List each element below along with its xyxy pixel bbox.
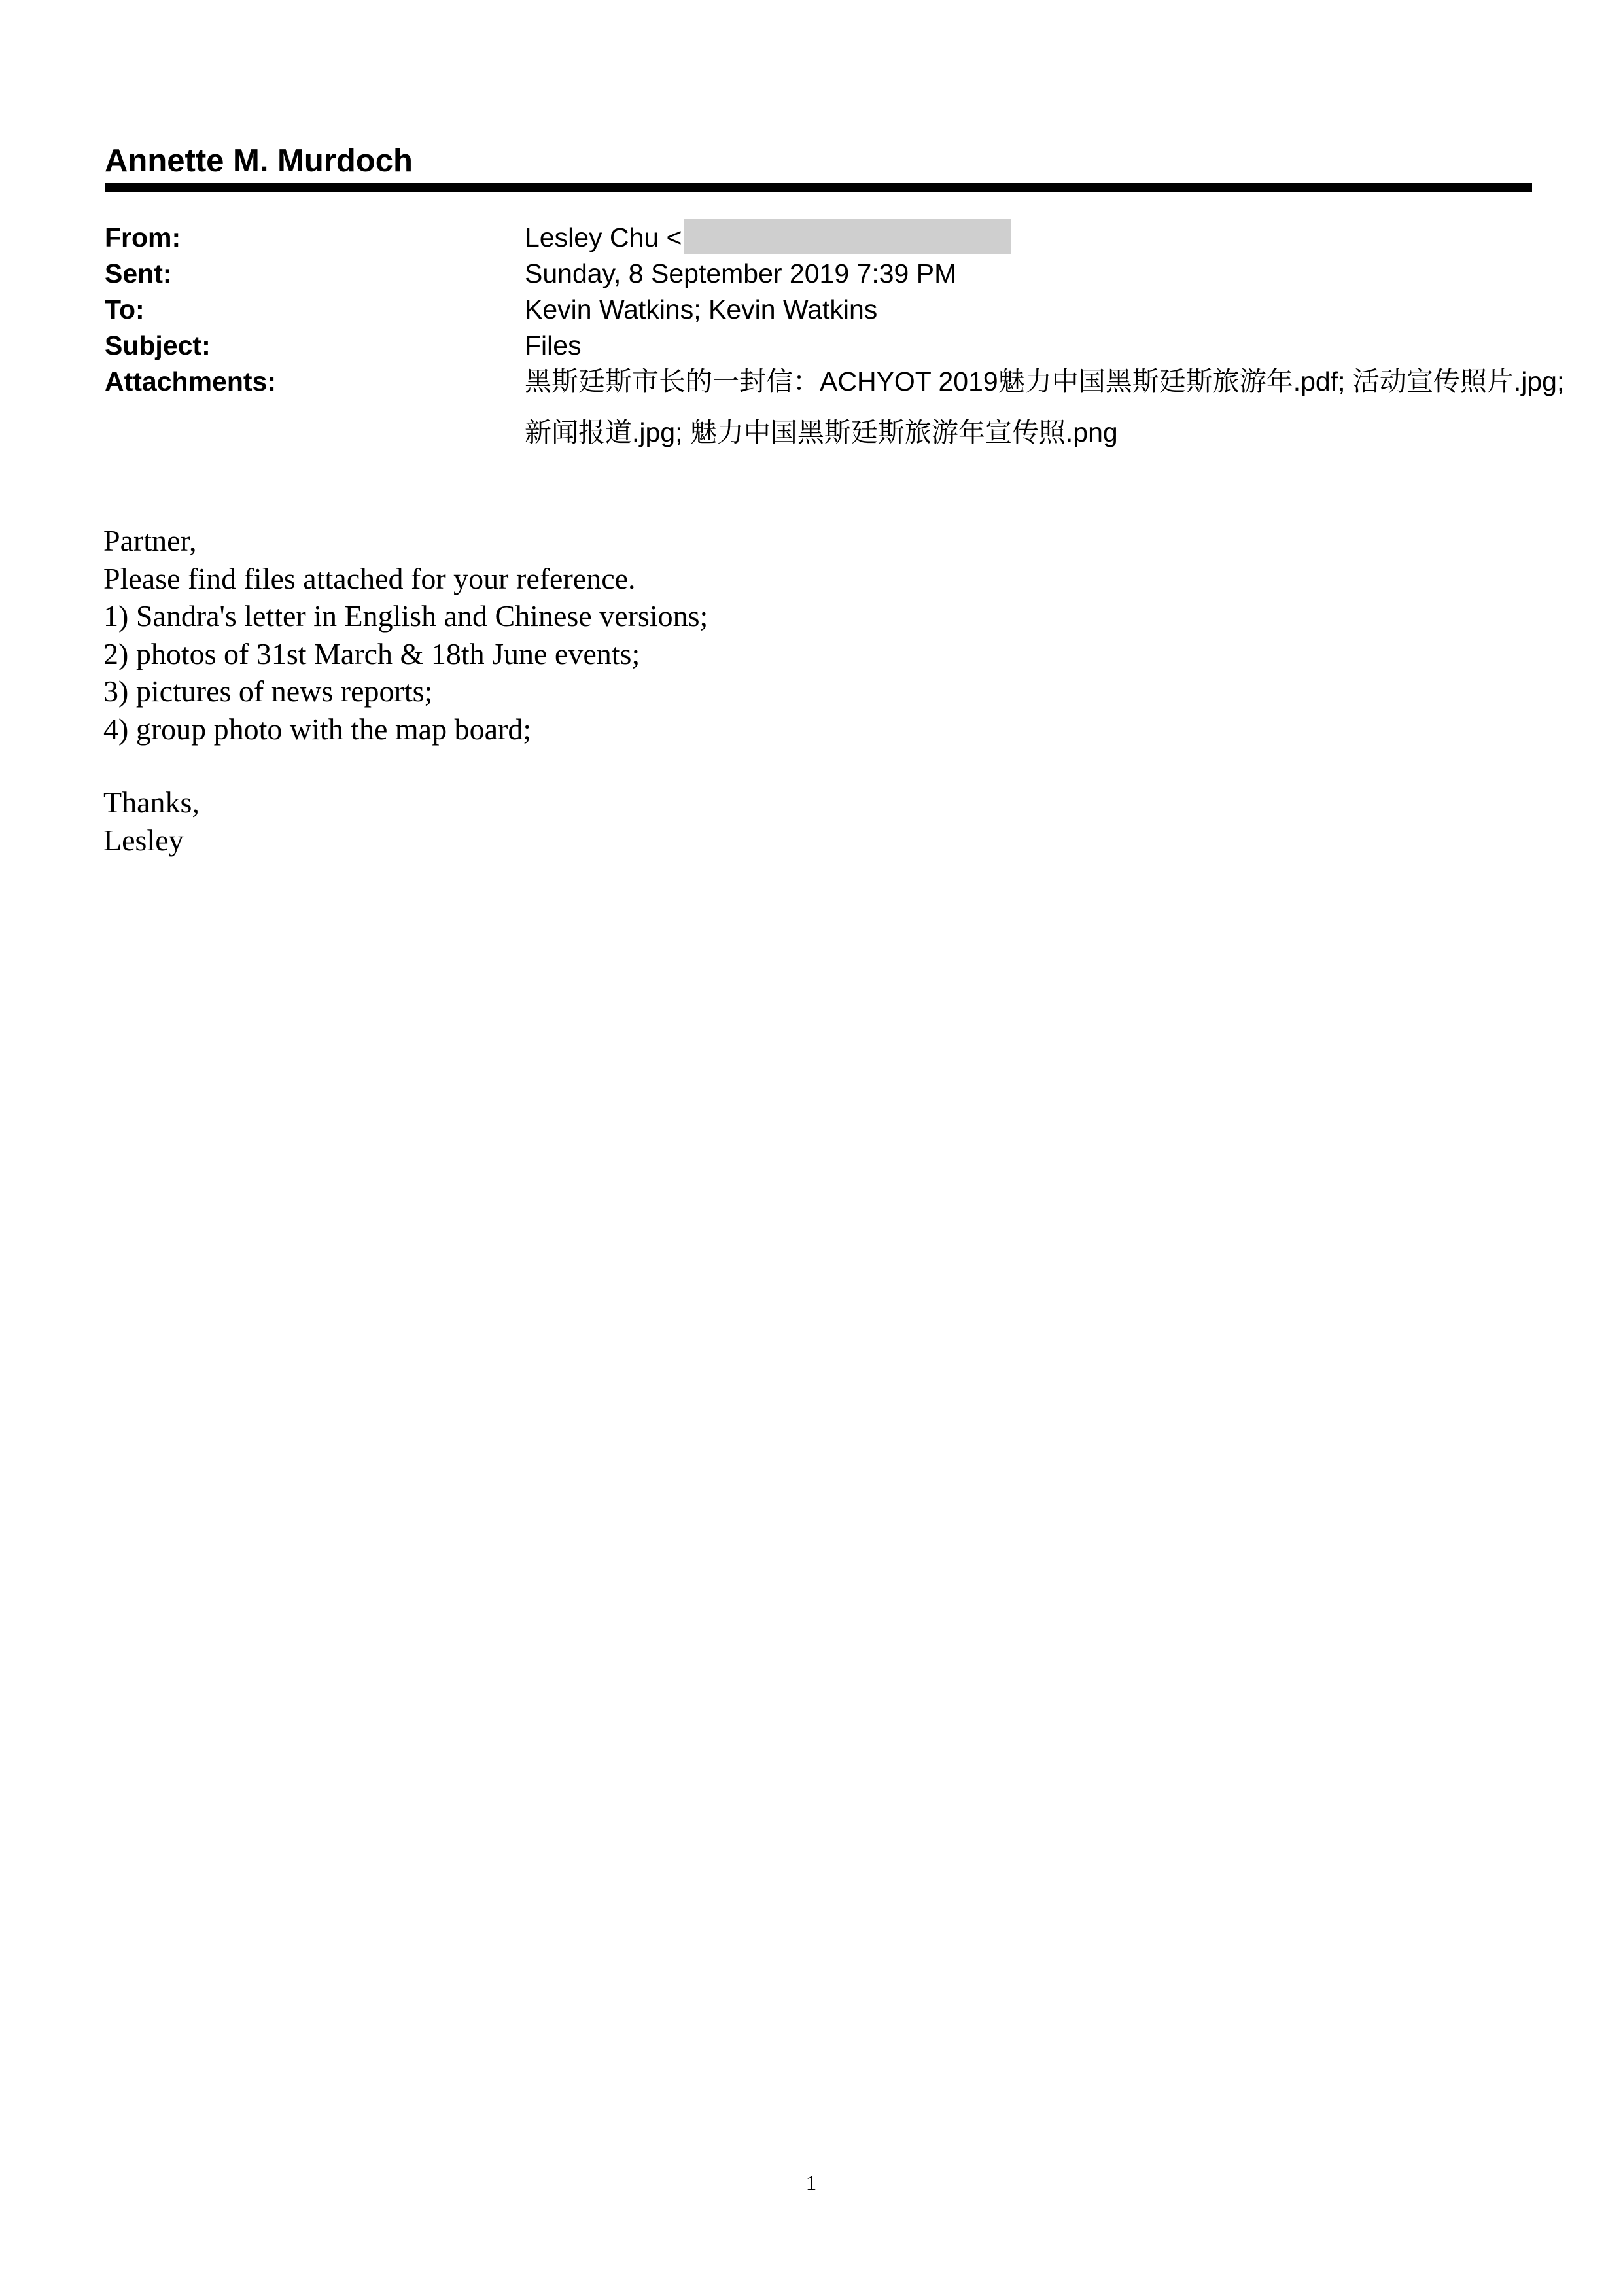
- subject-value: Files: [525, 330, 582, 360]
- signoff: [103, 784, 200, 859]
- sent-label: Sent:: [105, 258, 172, 288]
- list-item: 4) group photo with the map board;: [103, 712, 532, 746]
- sender-name: Lesley Chu <: [525, 222, 682, 252]
- to-value: Kevin Watkins; Kevin Watkins: [525, 294, 878, 324]
- from-value: [525, 220, 1597, 255]
- attachments-value: 黑斯廷斯市长的一封信：ACHYOT 2019魅力中国黑斯廷斯旅游年.pdf; 活动宣传照片.jpg; 新闻报道.jpg; 魅力中国黑斯廷斯旅游年宣传照.png: [525, 366, 1565, 447]
- from-label: From:: [105, 222, 181, 252]
- greeting: Partner,: [103, 524, 197, 557]
- list-item: 1) Sandra's letter in English and Chinese versions;: [103, 599, 708, 633]
- list-item: 2) photos of 31st March & 18th June events;: [103, 636, 640, 670]
- page-number: 1: [805, 2172, 817, 2195]
- email-body: [103, 522, 1543, 748]
- mailbox-owner-name: Annette M. Murdoch: [105, 143, 413, 179]
- intro-line: Please find files attached for your reference.: [103, 561, 636, 595]
- header-divider: [105, 183, 1532, 192]
- closing: Thanks,: [103, 786, 200, 819]
- sent-value: Sunday, 8 September 2019 7:39 PM: [525, 258, 957, 288]
- redacted-email-address: [684, 219, 1011, 254]
- to-label: To:: [105, 294, 145, 324]
- list-item: 3) pictures of news reports;: [103, 674, 433, 708]
- attachments-label: Attachments:: [105, 366, 276, 396]
- subject-label: Subject:: [105, 330, 211, 360]
- signature: Lesley: [103, 823, 184, 857]
